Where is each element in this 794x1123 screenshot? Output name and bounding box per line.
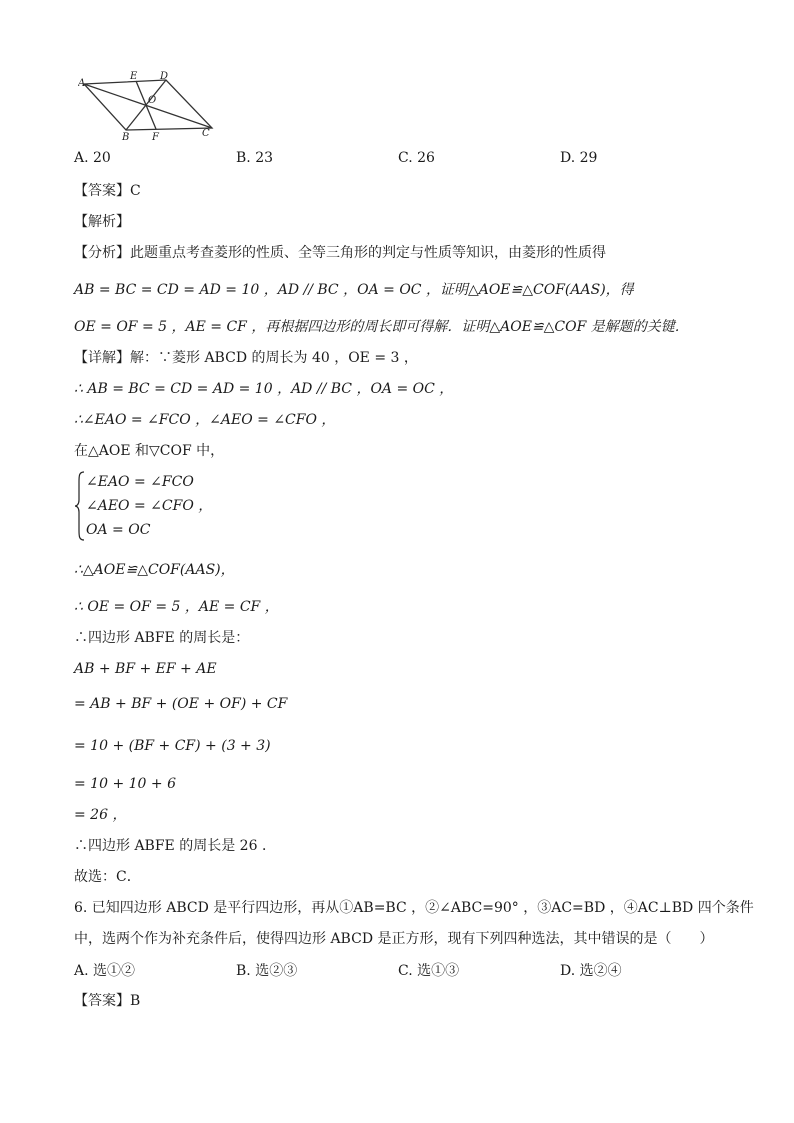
q5-answer: 【答案】C xyxy=(74,183,141,199)
label-a: A xyxy=(78,78,86,89)
system-line-3: OA = OC xyxy=(86,522,151,538)
q5-calc-line-5: = 26 ， xyxy=(74,807,127,823)
q5-option-a: A. 20 xyxy=(74,150,111,166)
q6-option-c: C. 选①③ xyxy=(398,963,460,979)
q5-detail-line-1: 【详解】解：∵菱形 ABCD 的周长为 40 ，OE = 3 ， xyxy=(74,350,418,366)
q5-calc-line-3: = 10 + (BF + CF) + (3 + 3) xyxy=(74,738,271,754)
label-o: O xyxy=(148,95,157,106)
left-brace-icon xyxy=(74,470,86,542)
q5-analysis-heading: 【解析】 xyxy=(74,214,130,230)
q6-option-a: A. 选①② xyxy=(74,963,136,979)
q5-option-c: C. 26 xyxy=(398,150,435,166)
q6-answer: 【答案】B xyxy=(74,993,141,1009)
q5-detail-line-6: ∴ OE = OF = 5 ，AE = CF ， xyxy=(74,599,279,615)
diagonal-ac xyxy=(84,84,212,128)
system-line-1: ∠EAO = ∠FCO xyxy=(86,474,194,490)
label-b: B xyxy=(122,132,130,142)
q5-options xyxy=(74,150,754,170)
label-e: E xyxy=(130,71,138,82)
q5-detail-line-5: ∴△AOE≌△COF(AAS)， xyxy=(74,562,235,578)
q5-detail-line-3: ∴∠EAO = ∠FCO ，∠AEO = ∠CFO ， xyxy=(74,412,336,428)
label-c: C xyxy=(202,128,210,139)
q5-fenxi-line-3: OE = OF = 5 ，AE = CF ，再根据四边形的周长即可得解．证明△AOE≌△COF 是解题的关键． xyxy=(74,319,689,335)
q5-choice: 故选：C． xyxy=(74,869,141,885)
q5-detail-line-4: 在△AOE 和▽COF 中， xyxy=(74,443,225,459)
q5-calc-line-4: = 10 + 10 + 6 xyxy=(74,776,176,792)
q6-option-b: B. 选②③ xyxy=(236,963,298,979)
q5-detail-line-7: ∴四边形 ABFE 的周长是： xyxy=(74,630,250,646)
q5-detail-line-2: ∴ AB = BC = CD = AD = 10 ，AD // BC ，OA = OC ， xyxy=(74,381,454,397)
q6-option-d: D. 选②④ xyxy=(560,963,622,979)
label-d: D xyxy=(160,71,169,82)
rhombus-diagram xyxy=(78,70,228,142)
q5-option-b: B. 23 xyxy=(236,150,274,166)
q6-options xyxy=(74,960,754,980)
q5-calc-line-1: AB + BF + EF + AE xyxy=(74,661,217,677)
equation-system xyxy=(74,470,274,542)
q6-stem-line-2: 中，选两个作为补充条件后，使得四边形 ABCD 是正方形，现有下列四种选法，其中错误的是（ ） xyxy=(74,931,714,947)
q5-fenxi-line-2: AB = BC = CD = AD = 10 ，AD // BC ，OA = OC ，证明△AOE≌△COF(AAS)，得 xyxy=(74,282,634,298)
q5-fenxi-line-1: 【分析】此题重点考查菱形的性质、全等三角形的判定与性质等知识，由菱形的性质得 xyxy=(74,245,606,261)
q5-option-d: D. 29 xyxy=(560,150,598,166)
q5-calc-line-2: = AB + BF + (OE + OF) + CF xyxy=(74,696,288,712)
system-line-2: ∠AEO = ∠CFO ， xyxy=(86,498,213,514)
q6-stem-line-1: 6. 已知四边形 ABCD 是平行四边形，再从①AB=BC ，②∠ABC=90° ，③AC=BD ，④AC⊥BD 四个条件 xyxy=(74,900,754,916)
label-f: F xyxy=(152,132,159,142)
q5-conclusion: ∴四边形 ABFE 的周长是 26 ． xyxy=(74,838,276,854)
